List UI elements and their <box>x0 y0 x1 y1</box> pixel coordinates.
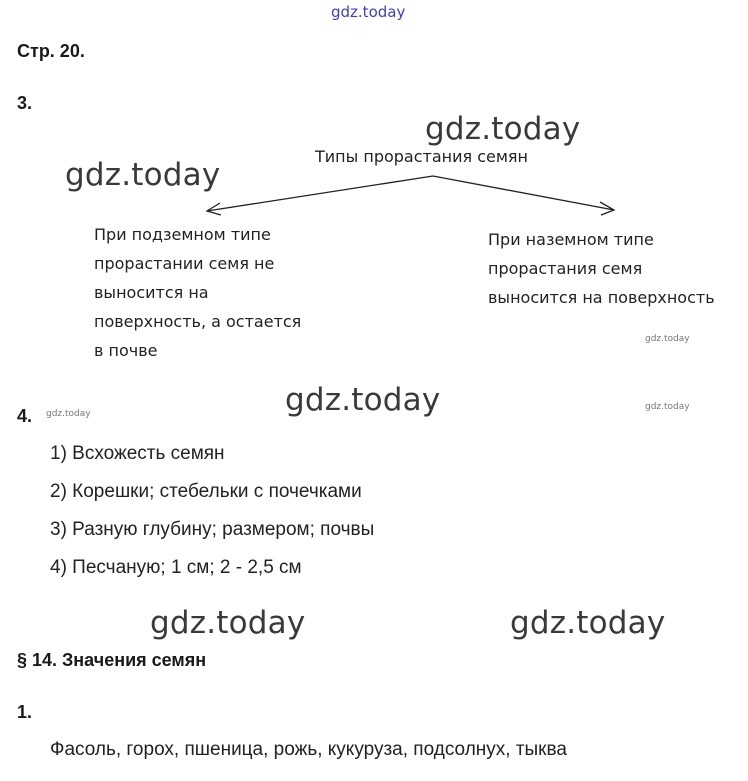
left-line: в почве <box>94 341 158 360</box>
watermark-big: gdz.today <box>425 111 581 147</box>
right-branch-text <box>488 225 715 312</box>
right-line: прорастания семя <box>488 259 643 278</box>
page-label: Стр. 20. <box>17 41 85 61</box>
right-line: выносится на поверхность <box>488 288 715 307</box>
left-line: выносится на <box>94 283 209 302</box>
task-4-number: 4. <box>17 406 33 426</box>
watermark-small: gdz.today <box>645 334 690 344</box>
arrow-right-line <box>433 176 614 210</box>
watermark-big: gdz.today <box>150 605 306 641</box>
watermark-small: gdz.today <box>645 402 690 412</box>
diagram-title: Типы прорастания семян <box>315 147 529 166</box>
task-4-answer: 2) Корешки; стебельки с почечками <box>50 481 362 502</box>
task-4-answer: 3) Разную глубину; размером; почвы <box>50 519 375 540</box>
section-title: § 14. Значения семян <box>17 650 207 670</box>
left-line: поверхность, а остается <box>94 312 302 331</box>
left-line: При подземном типе <box>94 225 271 244</box>
task-3-number: 3. <box>17 93 33 113</box>
watermark-top: gdz.today <box>331 3 406 21</box>
left-line: прорастании семя не <box>94 254 275 273</box>
watermark-small: gdz.today <box>46 409 91 419</box>
watermark-big: gdz.today <box>510 605 666 641</box>
arrow-left-line <box>207 176 433 211</box>
left-branch-text <box>94 220 301 365</box>
section-task-1-number: 1. <box>17 702 33 722</box>
watermark-big: gdz.today <box>285 382 441 418</box>
section-task-1-answer: Фасоль, горох, пшеница, рожь, кукуруза, подсолнух, тыква <box>50 739 567 760</box>
right-line: При наземном типе <box>488 230 654 249</box>
task-4-answer: 4) Песчаную; 1 см; 2 - 2,5 см <box>50 557 302 578</box>
task-4-answer: 1) Всхожесть семян <box>50 443 225 464</box>
watermark-big: gdz.today <box>65 157 221 193</box>
